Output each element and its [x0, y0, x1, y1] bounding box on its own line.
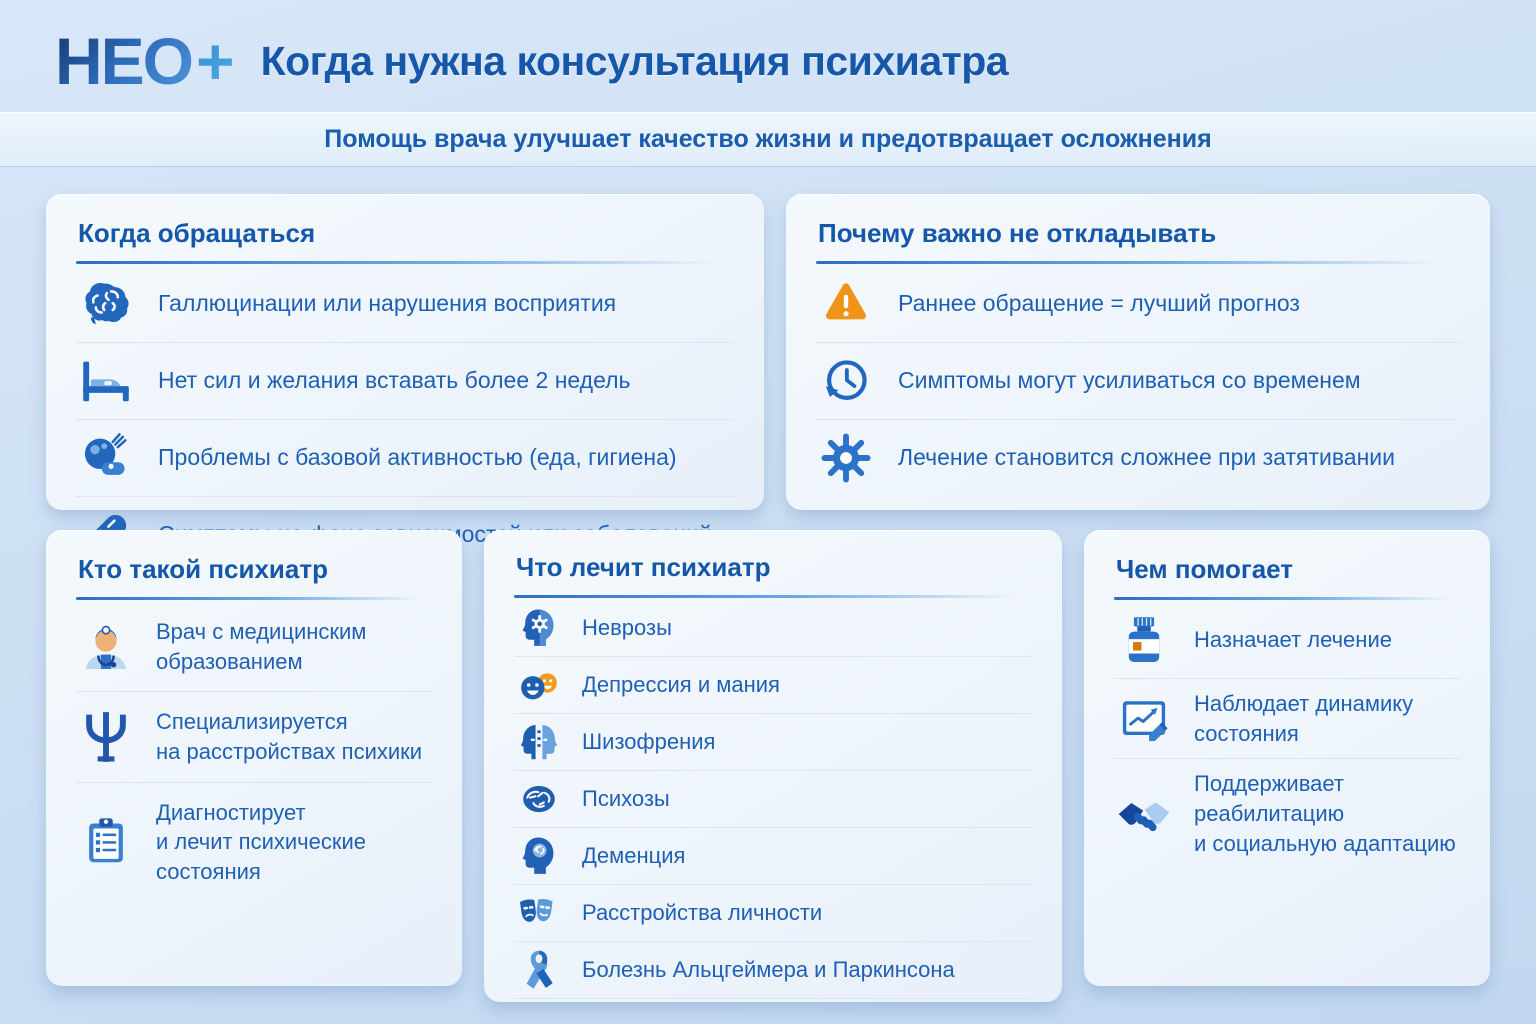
item-label-line: Специализируется — [156, 709, 348, 735]
header — [0, 0, 1536, 96]
list-item — [76, 692, 432, 782]
item-label: Расстройства личности — [582, 900, 823, 926]
page-title: Когда нужна консультация психиатра — [260, 37, 1009, 84]
item-label — [156, 798, 430, 887]
item-label: Симптомы могут усиливаться со временем — [898, 367, 1361, 394]
list-item — [514, 600, 1032, 657]
list-item — [1114, 679, 1460, 759]
bottom-row — [46, 530, 1490, 1002]
item-label — [1194, 769, 1458, 858]
head-brain-icon — [516, 833, 562, 879]
item-label: Неврозы — [582, 615, 672, 641]
meal-icon — [78, 430, 134, 486]
list-item — [1114, 759, 1460, 868]
item-label: Болезнь Альцгеймера и Паркинсона — [582, 957, 955, 983]
item-label-line: Диагностирует — [156, 799, 306, 825]
item-label: Лечение становится сложнее при затятивании — [898, 444, 1395, 471]
list-item — [514, 828, 1032, 885]
history-clock-icon — [818, 353, 874, 409]
clipboard-icon — [78, 814, 134, 870]
subtitle: Помощь врача улучшает качество жизни и предотвращает осложнения — [0, 112, 1536, 167]
item-label-line: на расстройствах психики — [156, 739, 423, 765]
card-title: Почему важно не откладывать — [818, 218, 1217, 248]
list-item — [816, 343, 1460, 420]
item-label: Шизофрения — [582, 729, 716, 755]
item-label: Галлюцинации или нарушения восприятия — [158, 290, 617, 317]
head-gear-icon — [516, 605, 562, 651]
list-item — [76, 266, 734, 343]
item-label-line: Поддерживает реабилитацию — [1194, 771, 1345, 827]
card-what-treats — [484, 530, 1062, 1002]
card-title-underline — [816, 261, 1460, 264]
card-title-underline — [76, 597, 432, 600]
list-item — [514, 771, 1032, 828]
list-item — [816, 266, 1460, 343]
item-label-line: образованием — [156, 648, 303, 674]
list-item — [514, 714, 1032, 771]
top-row — [46, 194, 1490, 510]
item-label: Проблемы с базовой активностью (еда, гигиена) — [158, 444, 677, 471]
brain-icon — [78, 276, 134, 332]
card-title: Кто такой психиатр — [78, 554, 328, 584]
card-title-underline — [514, 595, 1032, 598]
card-who-is-psychiatrist — [46, 530, 462, 986]
item-label: Психозы — [582, 786, 670, 812]
item-label: Депрессия и мания — [582, 672, 780, 698]
list-item — [816, 420, 1460, 496]
list-item — [514, 942, 1032, 999]
neo-plus-logo — [55, 24, 233, 98]
card-how-helps — [1084, 530, 1490, 986]
item-label — [156, 617, 366, 676]
psi-symbol-icon — [78, 709, 134, 765]
card-why-urgent — [786, 194, 1490, 510]
list-item — [76, 783, 432, 902]
doctor-icon — [78, 619, 134, 675]
logo-plus-icon: + — [196, 24, 233, 98]
awareness-ribbon-icon — [516, 947, 562, 993]
medicine-bottle-icon — [1116, 612, 1172, 668]
bed-icon — [78, 353, 134, 409]
logo-text: НЕО — [55, 24, 193, 98]
theater-masks-icon — [516, 890, 562, 936]
card-title: Что лечит психиатр — [516, 552, 771, 582]
item-label — [156, 707, 422, 766]
handshake-icon — [1116, 786, 1172, 842]
item-label: Назначает лечение — [1194, 627, 1392, 653]
gear-icon — [818, 430, 874, 486]
item-label: Деменция — [582, 843, 686, 869]
card-title: Чем помогает — [1116, 554, 1293, 584]
card-when-to-seek — [46, 194, 764, 510]
list-item — [514, 885, 1032, 942]
item-label: Наблюдает динамику состояния — [1194, 691, 1414, 746]
list-item — [1114, 602, 1460, 679]
card-title-underline — [76, 261, 734, 264]
split-head-icon — [516, 719, 562, 765]
item-label: Нет сил и желания вставать более 2 недель — [158, 367, 631, 394]
item-label-line: и социальную адаптацию — [1194, 830, 1456, 856]
list-item — [514, 657, 1032, 714]
list-item — [76, 602, 432, 692]
card-title: Когда обращаться — [78, 218, 316, 248]
item-label-line: Врач с медицинским — [156, 619, 367, 644]
chart-icon — [1116, 691, 1172, 747]
card-title-underline — [1114, 597, 1460, 600]
item-label: Раннее обращение = лучший прогноз — [898, 290, 1300, 317]
list-item — [76, 343, 734, 420]
two-faces-icon — [516, 662, 562, 708]
list-item — [76, 420, 734, 497]
brain-maze-icon — [516, 776, 562, 822]
warning-icon — [818, 276, 874, 332]
item-label-line: и лечит психические состояния — [156, 829, 367, 885]
